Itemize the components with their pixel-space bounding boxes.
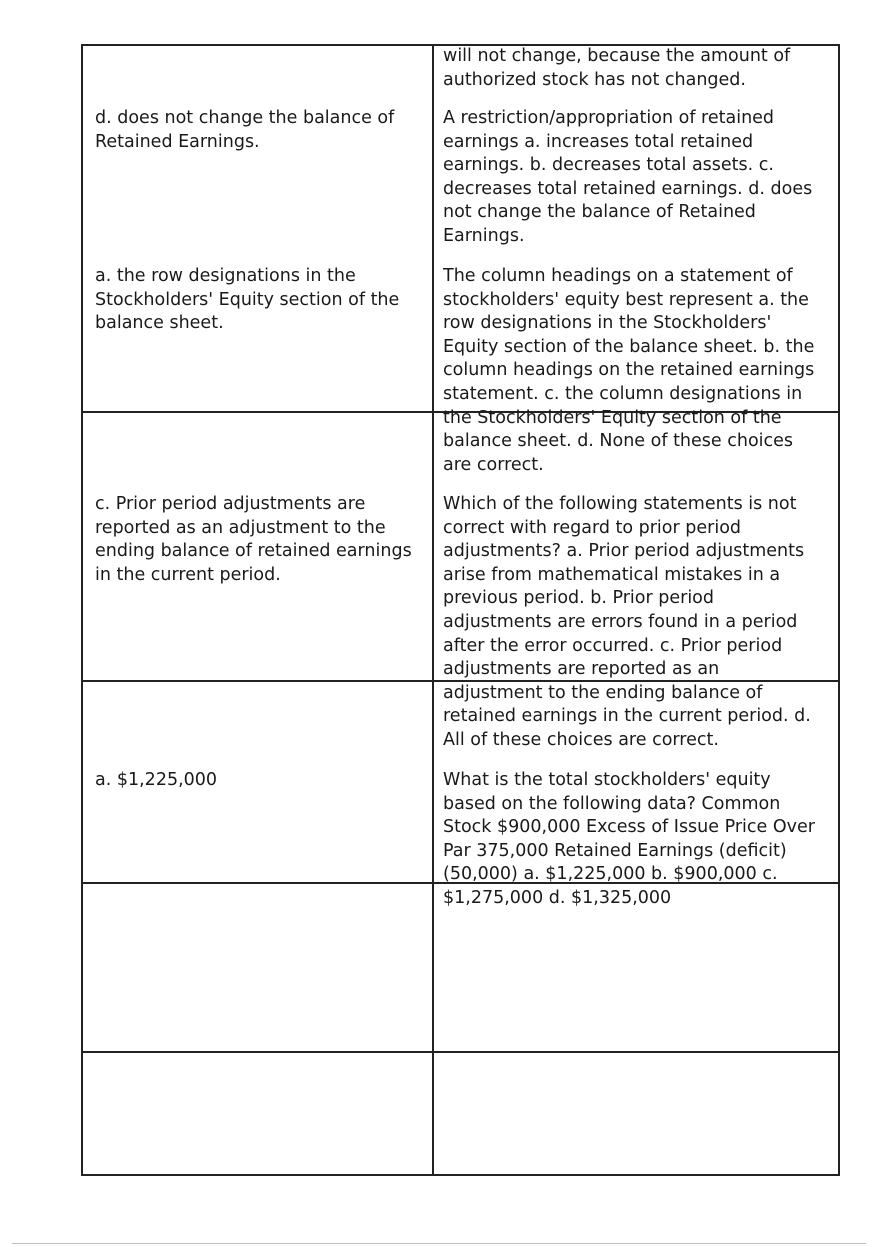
row-divider (81, 1051, 840, 1053)
footer-rule (12, 1243, 866, 1244)
answer-text: a. $1,225,000 (95, 770, 218, 790)
answer-text: a. the row designations in the Stockholders' Equity section of the balance sheet. (95, 266, 400, 334)
question-text: will not change, because the amount of authorized stock has not changed. (443, 46, 791, 90)
question-text: The column headings on a statement of stockholders' equity best represent a. the row designations in the Stockholders' Equity section of the balance sheet. b. the column headings on the retained earnings statement. c. the column designations in the Stockholders' Equity section of the balance sheet. d. None of these choices are correct. (443, 266, 815, 475)
answer-text: c. Prior period adjustments are reported as an adjustment to the ending balance of retained earnings in the current period. (95, 494, 412, 585)
question-text: What is the total stockholders' equity based on the following data? Common Stock $900,000 Excess of Issue Price Over Par 375,000 Retained Earnings (deficit) (50,000) a. $1,225,000 b. $900,000 c. $1,275,000 d. $1,325,000 (443, 770, 815, 908)
answer-text: d. does not change the balance of Retained Earnings. (95, 108, 395, 152)
column-divider (432, 44, 434, 1176)
question-text: Which of the following statements is not correct with regard to prior period adjustments? a. Prior period adjustments arise from mathematical mistakes in a previous period. b. Prior period adjustments are errors found in a period after the error occurred. c. Prior period adjustments are reported as an adjustment to the ending balance of retained earnings in the current period. d. All of these choices are correct. (443, 494, 811, 750)
question-text: A restriction/appropriation of retained earnings a. increases total retained earnings. b. decreases total assets. c. decreases total retained earnings. d. does not change the balance of Retained Earnings. (443, 108, 813, 246)
